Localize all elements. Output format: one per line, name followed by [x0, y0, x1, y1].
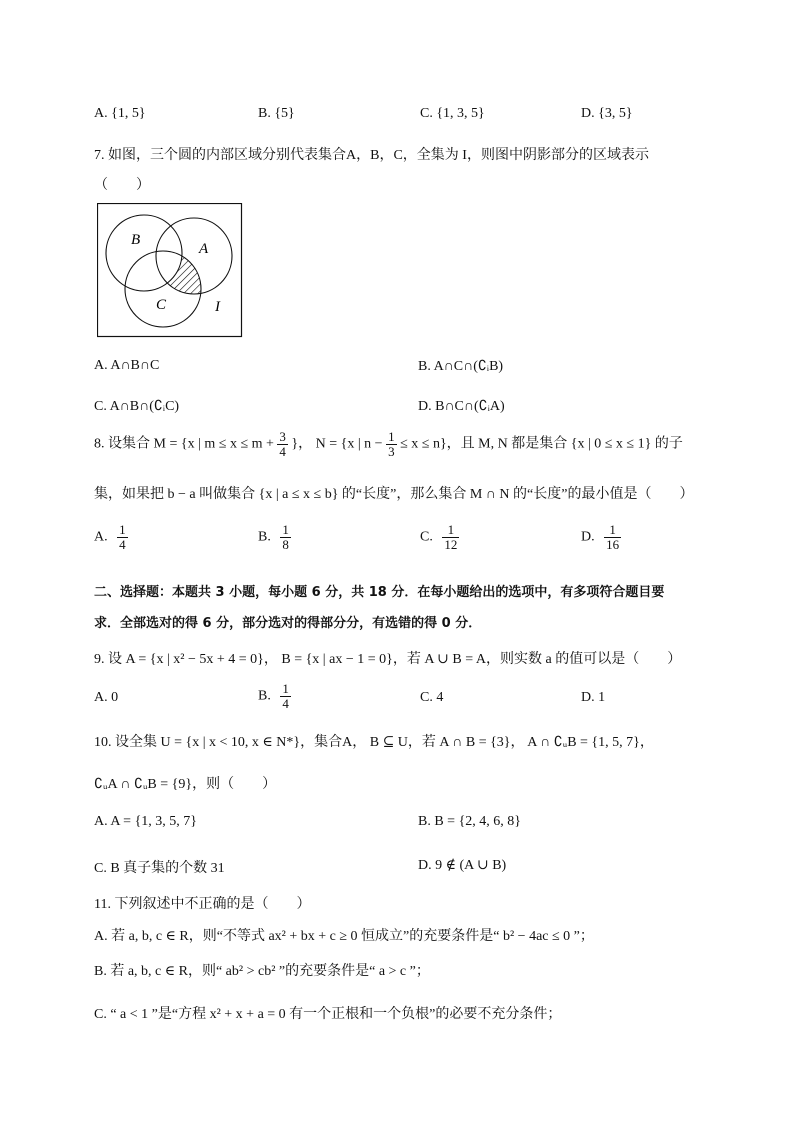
q8-frac-3-4: $\frac{3}{4}$: [279, 429, 286, 459]
q10-stem: 10. 设全集 U = {x | x < 10, x ∈ N*}，集合A， B ⊆ U，若 A ∩ B = {3}， A ∩ ∁ᵤB = {1, 5, 7}，: [94, 735, 654, 750]
q8-option-a: A. $\frac{1}{4}$: [94, 522, 126, 552]
venn-diagram: [97, 203, 243, 338]
q8-option-d: D. $\frac{1}{16}$: [581, 522, 620, 552]
q9-stem: 9. 设 A = {x | x² − 5x + 4 = 0}， B = {x | ax − 1 = 0}，若 A ∪ B = A，则实数 a 的值可以是（ ）: [94, 652, 682, 667]
q8-option-b: B. $\frac{1}{8}$: [258, 522, 289, 552]
q7-stem: 7. 如图，三个圆的内部区域分别代表集合A，B，C，全集为 I，则图中阴影部分的区域表示: [94, 148, 649, 163]
q6-option-b: B. {5}: [258, 106, 295, 121]
q8-line1: [94, 430, 683, 458]
q10-option-c: C. B 真子集的个数 31: [94, 861, 225, 876]
q8-line1-part-a: 8. 设集合 M = {x | m ≤ x ≤ m +: [94, 436, 274, 452]
q8-option-c: C. $\frac{1}{12}$: [420, 522, 458, 552]
q8-line1-part-c: ≤ x ≤ n}，且 M, N 都是集合 {x | 0 ≤ x ≤ 1} 的子: [400, 436, 683, 452]
q11-stem: 11. 下列叙述中不正确的是（ ）: [94, 897, 311, 912]
q11-option-b: B. 若 a, b, c ∈ R，则“ ab² > cb² ”的充要条件是“ a > c ”；: [94, 964, 430, 979]
q6-option-c: C. {1, 3, 5}: [420, 106, 485, 121]
label-c: C: [156, 297, 167, 313]
q9-option-d: D. 1: [581, 690, 606, 705]
q6-option-d: D. {3, 5}: [581, 106, 633, 121]
q7-option-b: B. A∩C∩(∁ᵢB): [418, 359, 504, 374]
q11-option-a: A. 若 a, b, c ∈ R，则“不等式 ax² + bx + c ≥ 0 恒成立”的充要条件是“ b² − 4ac ≤ 0 ”；: [94, 929, 594, 944]
q7-option-d: D. B∩C∩(∁ᵢA): [418, 399, 505, 414]
q8-line2: 集，如果把 b − a 叫做集合 {x | a ≤ x ≤ b} 的“长度”，那么集合 M ∩ N 的“长度”的最小值是（ ）: [94, 487, 694, 502]
label-a: A: [199, 241, 209, 257]
q10-line2: ∁ᵤA ∩ ∁ᵤB = {9}，则（ ）: [94, 777, 277, 792]
section2-line2: 求．全部选对的得 6 分，部分选对的得部分分，有选错的得 0 分．: [94, 616, 482, 631]
q10-option-d: D. 9 ∉ (A ∪ B): [418, 858, 507, 873]
q9-option-c: C. 4: [420, 690, 444, 705]
q6-option-a: A. {1, 5}: [94, 106, 146, 121]
q7-option-a: A. A∩B∩C: [94, 358, 160, 373]
q11-option-c: C. “ a < 1 ”是“方程 x² + x + a = 0 有一个正根和一个负根”的必要不充分条件；: [94, 1007, 562, 1022]
q10-option-b: B. B = {2, 4, 6, 8}: [418, 814, 522, 829]
label-b: B: [131, 232, 141, 248]
q9-option-a: A. 0: [94, 690, 119, 705]
q7-option-c: C. A∩B∩(∁ᵢC): [94, 399, 180, 414]
q9-option-b: B. $\frac{1}{4}$: [258, 681, 289, 711]
q10-option-a: A. A = {1, 3, 5, 7}: [94, 814, 198, 829]
q7-paren: （ ）: [94, 178, 150, 193]
q8-frac-1-3: $\frac{1}{3}$: [388, 429, 395, 459]
q8-line1-part-b: }， N = {x | n −: [291, 436, 383, 452]
label-i: I: [215, 299, 220, 315]
section2-line1: 二、选择题：本题共 3 小题，每小题 6 分，共 18 分．在每小题给出的选项中，有多项符合题目要: [94, 585, 665, 600]
